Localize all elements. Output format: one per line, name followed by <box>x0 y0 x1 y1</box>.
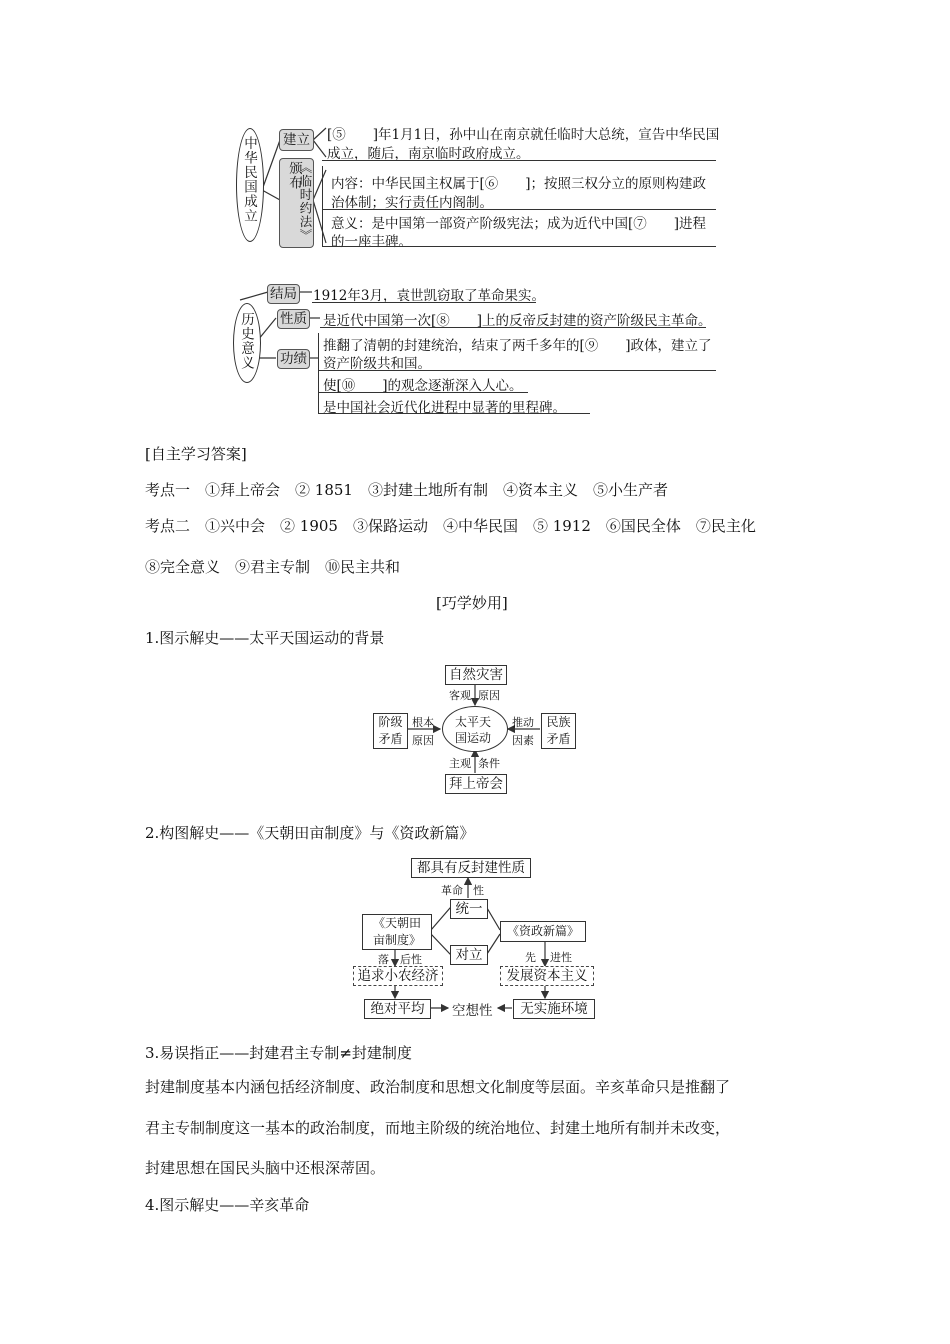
meaning-line2: 的一座丰碑。 <box>331 234 412 250</box>
node-result: 结局 <box>267 284 300 304</box>
right-box: 民族 矛盾 <box>541 713 576 749</box>
answers-line2: 考点二 ①兴中会 ② 1905 ③保路运动 ④中华民国 ⑤ 1912 ⑥国民全体 ⑦民主化 <box>145 517 756 535</box>
merit-line2: 资产阶级共和国。 <box>323 356 431 372</box>
left-box: 阶级 矛盾 <box>373 713 408 749</box>
node-found: 建立 <box>279 129 314 151</box>
item3-p2: 君主专制制度这一基本的政治制度，而地主阶级的统治地位、封建土地所有制并未改变， <box>145 1119 731 1137</box>
center-line1: 太平天 <box>455 715 492 729</box>
content-line2: 治体制；实行责任内阁制。 <box>331 195 493 211</box>
item3-p1: 封建制度基本内涵包括经济制度、政治制度和思想文化制度等层面。辛亥革命只是推翻了 <box>145 1078 731 1096</box>
top-box: 自然灾害 <box>445 665 507 685</box>
meaning-line1: 意义：是中国第一部资产阶级宪法；成为近代中国[⑦ ]进程 <box>331 216 707 232</box>
utopian-label: 空想性 <box>452 1003 493 1019</box>
merit-line1: 推翻了清朝的封建统治，结束了两千多年的[⑨ ]政体，建立了 <box>323 338 712 354</box>
answers-heading: [自主学习答案] <box>145 445 247 463</box>
nature-text: 是近代中国第一次[⑧ ]上的反帝反封建的资产阶级民主革命。 <box>323 313 712 329</box>
center-line2: 国运动 <box>455 731 492 745</box>
zizheng-box: 《资政新篇》 <box>500 921 586 942</box>
capitalism-box: 发展资本主义 <box>500 966 594 986</box>
item3-p3: 封建思想在国民头脑中还根深蒂固。 <box>145 1159 386 1177</box>
item4-title: 4.图示解史——辛亥革命 <box>145 1196 310 1214</box>
small-peasant-box: 追求小农经济 <box>353 966 443 986</box>
equality-box: 绝对平均 <box>364 999 431 1019</box>
no-environment-box: 无实施环境 <box>513 999 595 1019</box>
unity-box: 统一 <box>450 899 488 919</box>
result-text: 1912年3月，袁世凯窃取了革命果实。 <box>313 288 545 304</box>
content-line1: 内容：中华民国主权属于[⑥ ]；按照三权分立的原则构建政 <box>331 176 707 192</box>
tianchao-box: 《天朝田 亩制度》 <box>362 914 432 950</box>
side-label: 中华民国成立 <box>241 136 257 223</box>
node-law: 颁布 《临时约法》 <box>279 158 314 248</box>
item2-title: 2.构图解史——《天朝田亩制度》与《资政新篇》 <box>145 824 475 842</box>
node-merit: 功绩 <box>277 349 310 369</box>
oppose-box: 对立 <box>450 945 488 965</box>
top-box-2: 都具有反封建性质 <box>411 858 531 878</box>
answers-line3: ⑧完全意义 ⑨君主专制 ⑩民主共和 <box>145 558 401 576</box>
merit-line3: 使[⑩ ]的观念逐渐深入人心。 <box>323 378 523 394</box>
answers-line1: 考点一 ①拜上帝会 ② 1851 ③封建土地所有制 ④资本主义 ⑤小生产者 <box>145 481 668 499</box>
item3-title: 3.易误指正——封建君主专制≠封建制度 <box>145 1044 412 1062</box>
item1-title: 1.图示解史——太平天国运动的背景 <box>145 629 385 647</box>
bottom-box: 拜上帝会 <box>445 774 507 794</box>
section-title: [巧学妙用] <box>436 594 508 612</box>
found-line1: [⑤ ]年1月1日，孙中山在南京就任临时大总统，宣告中华民国 <box>327 127 720 143</box>
node-nature: 性质 <box>277 309 310 329</box>
side-label-2: 历史意义 <box>238 312 254 370</box>
merit-line4: 是中国社会近代化进程中显著的里程碑。 <box>323 400 566 416</box>
found-line2: 成立，随后，南京临时政府成立。 <box>327 146 530 162</box>
